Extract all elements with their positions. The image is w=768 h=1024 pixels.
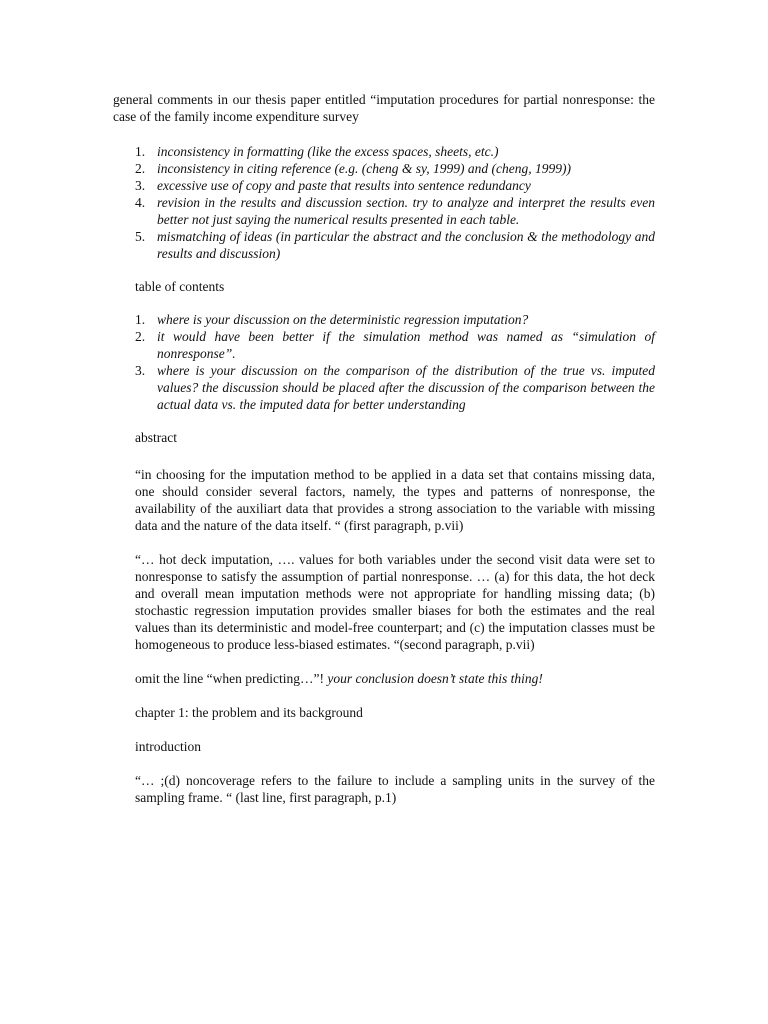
list-text: it would have been better if the simulation method was named as “simulation of nonresponse”. bbox=[157, 329, 655, 361]
list-item bbox=[135, 194, 655, 228]
intro-paragraph: general comments in our thesis paper entitled “imputation procedures for partial nonresponse: the case of the family income expenditure survey bbox=[113, 92, 655, 124]
list-number: 4. bbox=[135, 195, 146, 210]
introduction-heading: introduction bbox=[135, 739, 201, 754]
list-text: where is your discussion on the deterministic regression imputation? bbox=[157, 312, 529, 327]
list-item bbox=[135, 160, 655, 177]
list-text: inconsistency in formatting (like the excess spaces, sheets, etc.) bbox=[157, 144, 499, 159]
list-item bbox=[135, 328, 655, 362]
list-item bbox=[135, 228, 655, 262]
list-text: mismatching of ideas (in particular the abstract and the conclusion & the methodology and results and discussion) bbox=[157, 229, 655, 261]
list-number: 2. bbox=[135, 329, 146, 344]
list-number: 3. bbox=[135, 363, 146, 378]
list-item bbox=[135, 362, 655, 413]
list-text: inconsistency in citing reference (e.g. (cheng & sy, 1999) and (cheng, 1999)) bbox=[157, 161, 571, 176]
abstract-heading: abstract bbox=[135, 430, 177, 445]
list-text: revision in the results and discussion section. try to analyze and interpret the results even better not just saying the numerical results presented in each table. bbox=[157, 195, 655, 227]
general-comments-list bbox=[135, 143, 655, 262]
list-text: where is your discussion on the comparison of the distribution of the true vs. imputed values? the discussion should be placed after the discussion of the comparison between the actual data vs. the imputed data for better understanding bbox=[157, 363, 655, 412]
abstract-quote-2: “… hot deck imputation, …. values for both variables under the second visit data were set to nonresponse to satisfy the assumption of partial nonresponse. … (a) for this data, the hot deck and overall mean imputation methods were not appropriate for handling missing data; (b) stochastic regression imputation provides smaller biases for both the estimates and the real values than its deterministic and model-free counterpart; and (c) the imputation classes must be homogeneous to produce less-biased estimates. “(second paragraph, p.vii) bbox=[135, 552, 655, 652]
list-number: 1. bbox=[135, 312, 146, 327]
toc-comments-list bbox=[135, 311, 655, 413]
list-number: 3. bbox=[135, 178, 146, 193]
chapter-heading: chapter 1: the problem and its background bbox=[135, 705, 363, 720]
list-number: 5. bbox=[135, 229, 146, 244]
list-item bbox=[135, 177, 655, 194]
list-item bbox=[135, 143, 655, 160]
toc-heading: table of contents bbox=[135, 279, 225, 294]
introduction-quote: “… ;(d) noncoverage refers to the failure to include a sampling units in the survey of the sampling frame. “ (last line, first paragraph, p.1) bbox=[135, 773, 655, 805]
list-text: excessive use of copy and paste that results into sentence redundancy bbox=[157, 178, 531, 193]
document-body bbox=[113, 91, 655, 806]
omit-line-text: omit the line “when predicting…”! bbox=[135, 671, 328, 686]
list-number: 1. bbox=[135, 144, 146, 159]
omit-line-comment bbox=[135, 670, 655, 687]
list-number: 2. bbox=[135, 161, 146, 176]
omit-line-remark: your conclusion doesn’t state this thing! bbox=[327, 671, 543, 686]
list-item bbox=[135, 311, 655, 328]
abstract-quote-1: “in choosing for the imputation method to be applied in a data set that contains missing data, one should consider several factors, namely, the types and patterns of nonresponse, the availability of the auxiliart data that provides a strong association to the variable with missing data and the nature of the data itself. “ (first paragraph, p.vii) bbox=[135, 467, 655, 533]
